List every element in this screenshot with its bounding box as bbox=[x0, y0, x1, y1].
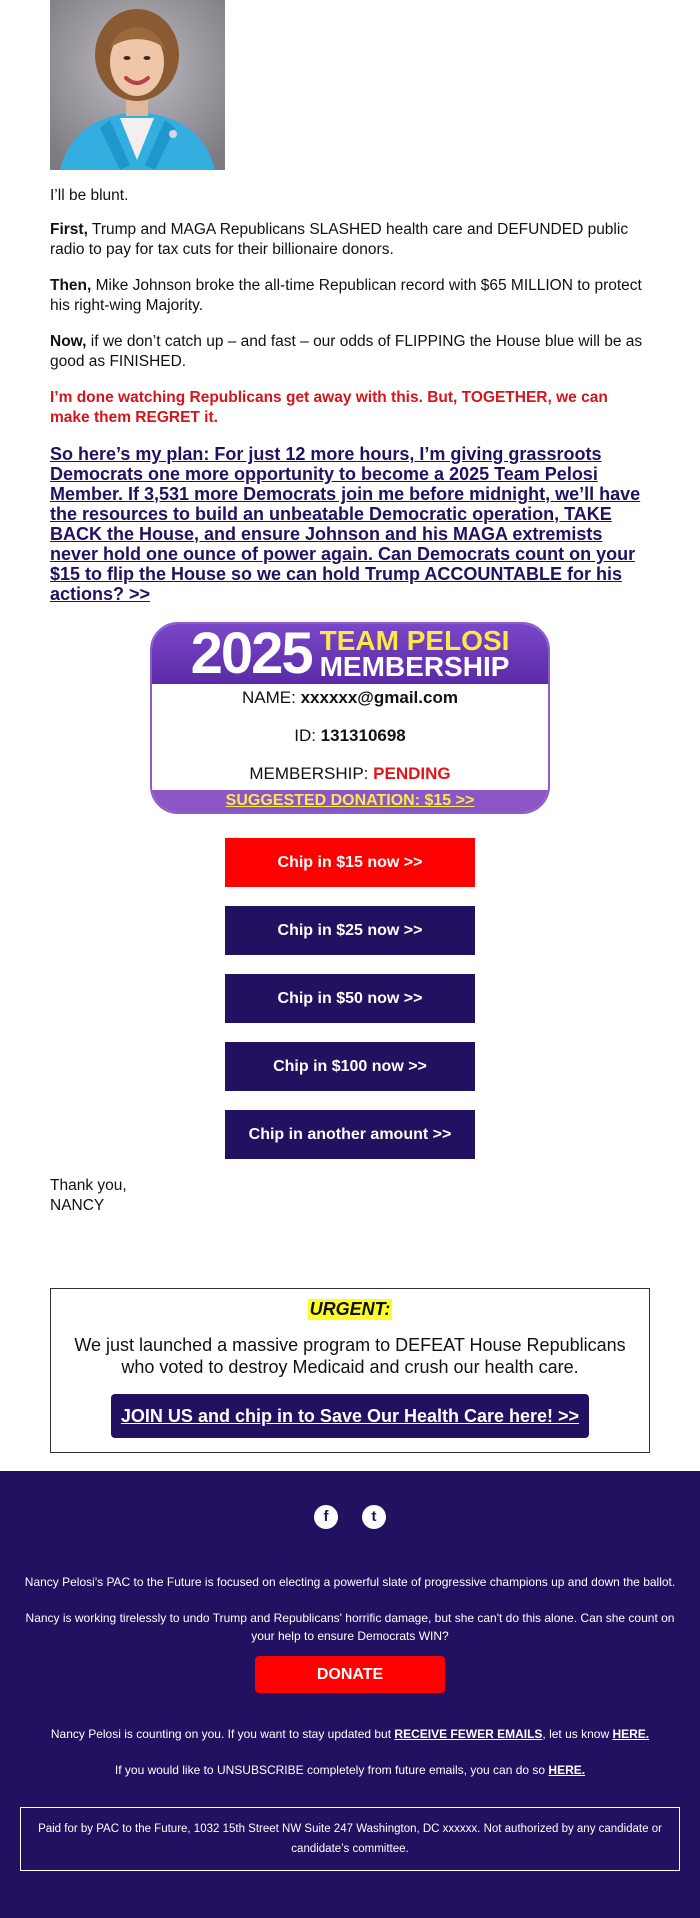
unsubscribe-line bbox=[20, 1761, 680, 1779]
unsubscribe-text: If you would like to UNSUBSCRIBE completely from future emails, you can do so bbox=[114, 1763, 549, 1777]
card-membership-row bbox=[152, 764, 548, 784]
paragraph-now-text: if we don’t catch up – and fast – our odds of FLIPPING the House blue will be as good as FINISHED. bbox=[50, 333, 643, 370]
chip-50-button[interactable]: Chip in $50 now >> bbox=[225, 974, 475, 1023]
email-body bbox=[0, 0, 700, 604]
opening-line: I’ll be blunt. bbox=[50, 187, 129, 204]
paragraph-then-text: Mike Johnson broke the all-time Republican record with $65 MILLION to protect his right-wing Majority. bbox=[50, 277, 642, 314]
card-id-value: 131310698 bbox=[320, 726, 406, 745]
social-links bbox=[0, 1505, 700, 1529]
plan-link[interactable]: So here’s my plan: For just 12 more hours, I’m giving grassroots Democrats one more opportunity to become a 2025 Team Pelosi Member. If 3,531 more Democrats join me before midnight, we’ll have the resources to build an unbeatable Democratic operation, TAKE BACK the House, and ensure Johnson and his MAGA extremists never hold one ounce of power again. Can Democrats count on your $15 to flip the House so we can hold Trump ACCOUNTABLE for his actions? >> bbox=[50, 444, 641, 604]
signoff-name: NANCY bbox=[50, 1197, 105, 1214]
signoff bbox=[50, 1176, 127, 1216]
paragraph-first bbox=[50, 220, 650, 260]
card-name-value: xxxxxx@gmail.com bbox=[300, 688, 458, 707]
footer bbox=[0, 1471, 700, 1918]
signoff-thanks: Thank you, bbox=[50, 1177, 127, 1194]
paragraph-now bbox=[50, 332, 650, 372]
urgent-text: We just launched a massive program to DEFEAT House Republicans who voted to destroy Medicaid and crush our health care. bbox=[74, 1335, 626, 1377]
urgent-box bbox=[50, 1288, 650, 1453]
paragraph-then bbox=[50, 276, 650, 316]
facebook-icon[interactable]: f bbox=[314, 1505, 338, 1529]
unsubscribe-here-link[interactable]: HERE. bbox=[548, 1763, 586, 1777]
chip-100-button[interactable]: Chip in $100 now >> bbox=[225, 1042, 475, 1091]
membership-card[interactable] bbox=[150, 622, 550, 814]
paragraph-first-text: Trump and MAGA Republicans SLASHED health care and DEFUNDED public radio to pay for tax cuts for their billionaire donors. bbox=[50, 221, 629, 258]
urgent-label: URGENT: bbox=[309, 1299, 391, 1319]
chip-25-button[interactable]: Chip in $25 now >> bbox=[225, 906, 475, 955]
card-title bbox=[319, 625, 510, 682]
paragraph-then-lead: Then, bbox=[50, 277, 92, 294]
fewer-emails-text: Nancy Pelosi is counting on you. If you want to stay updated but bbox=[50, 1727, 395, 1741]
footer-appeal: Nancy is working tirelessly to undo Trump and Republicans' horrific damage, but she can't do this alone. Can she count on your help to ensure Democrats WIN? bbox=[25, 1611, 675, 1643]
fewer-emails-line bbox=[20, 1725, 680, 1743]
card-title-line2: MEMBERSHIP bbox=[319, 651, 510, 682]
save-health-care-button[interactable]: JOIN US and chip in to Save Our Health Care here! >> bbox=[111, 1394, 589, 1438]
chip-15-button[interactable]: Chip in $15 now >> bbox=[225, 838, 475, 887]
paid-for-disclaimer: Paid for by PAC to the Future, 1032 15th Street NW Suite 247 Washington, DC xxxxxx. Not authorized by any candidate or candidate’s committee. bbox=[20, 1807, 680, 1871]
regret-callout: I’m done watching Republicans get away with this. But, TOGETHER, we can make them REGRET it. bbox=[50, 389, 608, 426]
fewer-emails-here-link[interactable]: HERE. bbox=[612, 1727, 650, 1741]
receive-fewer-emails-link[interactable]: RECEIVE FEWER EMAILS bbox=[394, 1727, 543, 1741]
card-membership-label: MEMBERSHIP: bbox=[249, 764, 374, 783]
membership-card-header bbox=[152, 624, 548, 684]
card-year: 2025 bbox=[190, 622, 312, 686]
donate-button[interactable]: DONATE bbox=[255, 1656, 445, 1693]
card-title-line1: TEAM PELOSI bbox=[319, 625, 510, 656]
card-id-row bbox=[152, 726, 548, 746]
footer-mission: Nancy Pelosi's PAC to the Future is focused on electing a powerful slate of progressive champions up and down the ballot. bbox=[24, 1575, 676, 1589]
twitter-icon[interactable]: t bbox=[362, 1505, 386, 1529]
paragraph-now-lead: Now, bbox=[50, 333, 87, 350]
chip-other-button[interactable]: Chip in another amount >> bbox=[225, 1110, 475, 1159]
fewer-emails-mid: , let us know bbox=[542, 1727, 613, 1741]
card-id-label: ID: bbox=[294, 726, 321, 745]
paragraph-first-lead: First, bbox=[50, 221, 88, 238]
nancy-pelosi-portrait bbox=[50, 0, 225, 170]
suggested-donation-link[interactable]: SUGGESTED DONATION: $15 >> bbox=[152, 790, 548, 812]
card-membership-status: PENDING bbox=[373, 764, 451, 783]
card-name-label: NAME: bbox=[242, 688, 301, 707]
card-name-row bbox=[152, 688, 548, 708]
